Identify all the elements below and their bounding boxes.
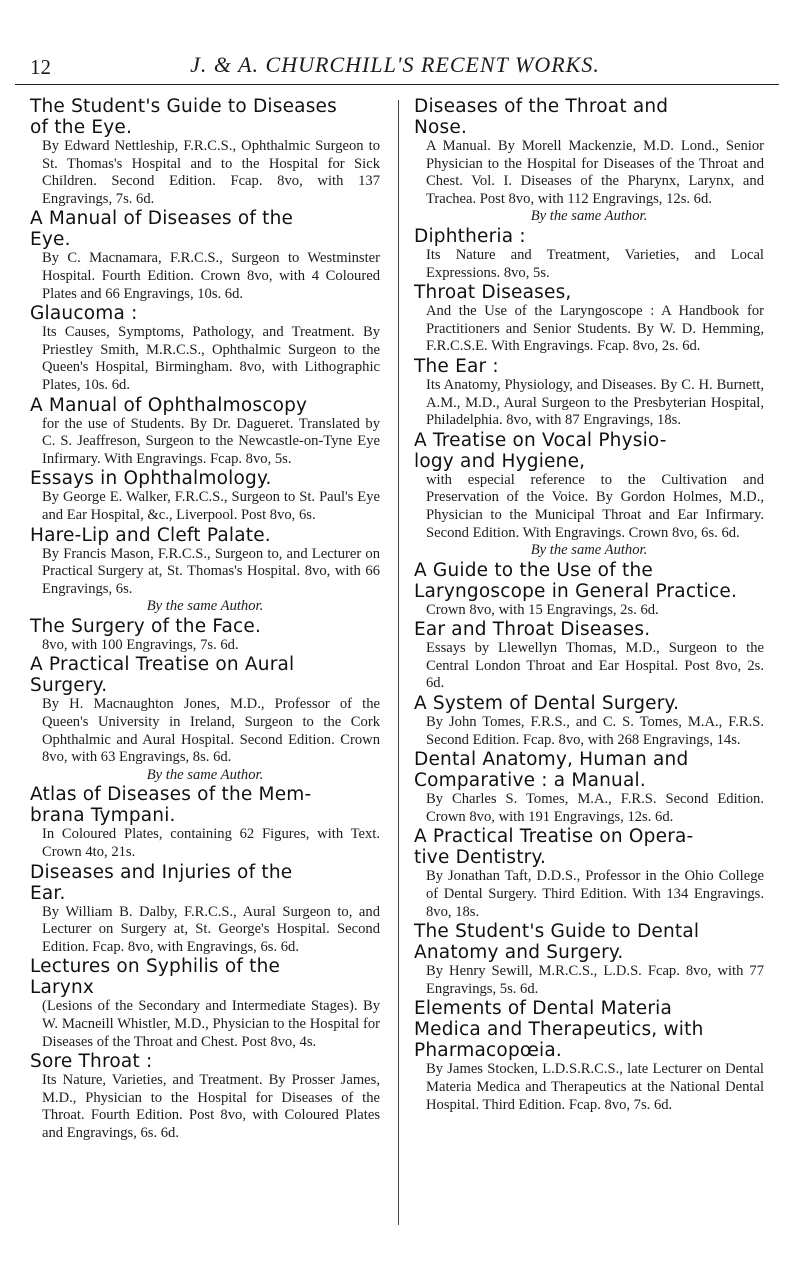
book-entry [30, 616, 380, 655]
entry-description: By H. Macnaughton Jones, M.D., Professor of the Queen's University in Ireland, Surgeon to the Cork Ophthalmic and Aural Hospital. Second Edition. Crown 8vo, with 63 Engravings, 8s. 6d. [42, 696, 380, 766]
book-entry [414, 921, 764, 998]
book-entry [414, 749, 764, 826]
book-entry [414, 430, 764, 560]
book-entry [30, 862, 380, 957]
entry-title: Dental Anatomy, Human and [414, 749, 689, 771]
header-rule [15, 84, 779, 85]
entry-title-continued: Surgery. [30, 675, 108, 697]
entry-description: By Charles S. Tomes, M.A., F.R.S. Second Edition. Crown 8vo, with 191 Engravings, 12s. 6d. [426, 791, 764, 825]
running-title: J. & A. CHURCHILL'S RECENT WORKS. [190, 52, 600, 77]
entry-description: By Henry Sewill, M.R.C.S., L.D.S. Fcap. 8vo, with 77 Engravings, 5s. 6d. [426, 963, 764, 997]
book-entry [30, 96, 380, 208]
book-entry [30, 395, 380, 469]
entry-title-continued: Laryngoscope in General Practice. [414, 580, 738, 602]
entry-title: Lectures on Syphilis of the [30, 956, 281, 978]
entry-description: Its Nature, Varieties, and Treatment. By Prosser James, M.D., Physician to the Hospital for Diseases of the Throat. Fourth Edition. Post 8vo, with Coloured Plates and Engravings, 6s. 6d. [42, 1072, 380, 1141]
entry-description: 8vo, with 100 Engravings, 7s. 6d. [42, 636, 239, 653]
entry-title: Throat Diseases, [414, 282, 572, 304]
entry-title: The Student's Guide to Diseases [30, 96, 337, 117]
entry-description: By C. Macnamara, F.R.C.S., Surgeon to Westminster Hospital. Fourth Edition. Crown 8vo, with 4 Coloured Plates and 66 Engravings, 10s. 6d. [42, 250, 380, 302]
book-entry [30, 208, 380, 303]
book-entry [414, 560, 764, 620]
entry-title: A Practical Treatise on Opera- [414, 826, 694, 848]
book-entry [414, 282, 764, 356]
entry-title-continued: brana Tympani. [30, 805, 176, 827]
page-header [10, 50, 780, 78]
entry-description: By Francis Mason, F.R.C.S., Surgeon to, and Lecturer on Practical Surgery at, St. Thomas's Hospital. 8vo, with 66 Engravings, 6s. [42, 545, 380, 597]
book-entry [414, 226, 764, 282]
entry-title: Diseases of the Throat and [414, 96, 669, 117]
entry-title: The Ear : [414, 355, 499, 377]
entry-title-continued: of the Eye. [30, 117, 133, 138]
entry-title: Atlas of Diseases of the Mem- [30, 784, 312, 806]
entry-title-continued: Medica and Therapeutics, with Pharmacopœia. [414, 1019, 704, 1062]
entry-title: A Manual of Ophthalmoscopy [30, 394, 308, 416]
book-entry [414, 619, 764, 693]
entry-title: Sore Throat : [30, 1051, 153, 1073]
entry-title: Hare-Lip and Cleft Palate. [30, 524, 271, 546]
entry-title-continued: Nose. [414, 117, 468, 138]
entry-title: The Surgery of the Face. [30, 615, 262, 637]
entry-description: By John Tomes, F.R.S., and C. S. Tomes, M.A., F.R.S. Second Edition. Fcap. 8vo, with 268 Engravings, 14s. [426, 714, 764, 748]
book-entry [30, 303, 380, 394]
entry-description: By William B. Dalby, F.R.C.S., Aural Surgeon to, and Lecturer on Surgery at, St. George's Hospital. Second Edition. Fcap. 8vo, with Engravings, 6s. 6d. [42, 903, 380, 955]
entry-title-continued: Larynx [30, 977, 95, 999]
entry-description: (Lesions of the Secondary and Intermediate Stages). By W. Macneill Whistler, M.D., Physician to the Hospital for Diseases of the Throat and Chest. Post 8vo, 4s. [42, 998, 380, 1050]
entry-description: Its Nature and Treatment, Varieties, and Local Expressions. 8vo, 5s. [426, 246, 764, 281]
book-entry [414, 693, 764, 749]
entry-title-continued: logy and Hygiene, [414, 450, 586, 472]
entry-title: Elements of Dental Materia [414, 998, 673, 1020]
entry-title-continued: Comparative : a Manual. [414, 770, 646, 792]
entry-description: By George E. Walker, F.R.C.S., Surgeon to St. Paul's Eye and Ear Hospital, &c., Liverpool. Post 8vo, 6s. [42, 489, 380, 523]
entry-title: The Student's Guide to Dental [414, 921, 700, 943]
entry-description: By Jonathan Taft, D.D.S., Professor in the Ohio College of Dental Surgery. Third Edition. With 134 Engravings. 8vo, 18s. [426, 868, 764, 920]
entry-description: In Coloured Plates, containing 62 Figures, with Text. Crown 4to, 21s. [42, 826, 380, 861]
page-number: 12 [30, 55, 51, 79]
entry-title-continued: tive Dentistry. [414, 847, 547, 869]
entry-description: Its Causes, Symptoms, Pathology, and Treatment. By Priestley Smith, M.R.C.S., Ophthalmic Surgeon to the Queen's Hospital, Birmingham. 8vo, with Lithographic Plates, 10s. 6d. [42, 324, 380, 393]
entry-byline: By the same Author. [146, 598, 264, 615]
entry-title: A Treatise on Vocal Physio- [414, 429, 667, 451]
entry-title: A Guide to the Use of the [414, 559, 653, 581]
entry-title: A Practical Treatise on Aural [30, 654, 295, 676]
book-entry [414, 998, 764, 1114]
column-divider [398, 100, 399, 1225]
entry-title: Essays in Ophthalmology. [30, 468, 272, 490]
entry-title-continued: Ear. [30, 882, 66, 904]
entry-description: A Manual. By Morell Mackenzie, M.D. Lond., Senior Physician to the Hospital for Diseases of the Throat and Chest. Vol. I. Diseases of the Pharynx, Larynx, and Trachea. Post 8vo, with 112 Engravings, 12s. 6d. [426, 138, 764, 207]
entry-title: A Manual of Diseases of the [30, 208, 294, 230]
entry-description: Crown 8vo, with 15 Engravings, 2s. 6d. [426, 601, 659, 618]
entry-description: Its Anatomy, Physiology, and Diseases. By C. H. Burnett, A.M., M.D., Aural Surgeon to the Presbyterian Hospital, Philadelphia. 8vo, with 87 Engravings, 18s. [426, 376, 764, 429]
entry-title-continued: Eye. [30, 229, 71, 251]
book-entry [30, 1051, 380, 1142]
book-entry [30, 654, 380, 784]
book-entry [414, 356, 764, 430]
entry-title: Diseases and Injuries of the [30, 861, 293, 883]
book-entry [30, 956, 380, 1051]
entry-byline: By the same Author. [530, 542, 648, 559]
entry-title: Ear and Throat Diseases. [414, 619, 651, 641]
entry-description: with especial reference to the Cultivation and Preservation of the Voice. By Gordon Holmes, M.D., Physician to the Municipal Throat and Ear Infirmary. Second Edition. With Engravings. Crown 8vo, 6s. 6d. [426, 471, 764, 541]
entry-description: And the Use of the Laryngoscope : A Handbook for Practitioners and Senior Students. By W. D. Hemming, F.R.C.S.E. With Engravings. Fcap. 8vo, 2s. 6d. [426, 303, 764, 355]
book-entry [30, 468, 380, 524]
entry-description: Essays by Llewellyn Thomas, M.D., Surgeon to the Central London Throat and Ear Hospital. Post 8vo, 2s. 6d. [426, 640, 764, 692]
entry-title: Glaucoma : [30, 303, 138, 325]
book-entry [414, 826, 764, 921]
entry-title-continued: Anatomy and Surgery. [414, 942, 624, 964]
right-column [414, 96, 764, 1114]
book-entry [30, 784, 380, 861]
book-entry [414, 96, 764, 226]
entry-description: By James Stocken, L.D.S.R.C.S., late Lecturer on Dental Materia Medica and Therapeutics at the National Dental Hospital. Third Edition. Fcap. 8vo, 7s. 6d. [426, 1061, 764, 1113]
entry-title: Diphtheria : [414, 225, 526, 247]
entry-description: for the use of Students. By Dr. Dagueret. Translated by C. S. Jeaffreson, Surgeon to the Newcastle-on-Tyne Eye Infirmary. With Engravings. Fcap. 8vo, 5s. [42, 415, 380, 467]
entry-description: By Edward Nettleship, F.R.C.S., Ophthalmic Surgeon to St. Thomas's Hospital and to the Hospital for Sick Children. Second Edition. Fcap. 8vo, with 137 Engravings, 7s. 6d. [42, 138, 380, 207]
book-entry [30, 525, 380, 616]
entry-title: A System of Dental Surgery. [414, 693, 680, 715]
entry-byline: By the same Author. [146, 766, 264, 783]
left-column [30, 96, 380, 1143]
entry-byline: By the same Author. [530, 208, 648, 225]
